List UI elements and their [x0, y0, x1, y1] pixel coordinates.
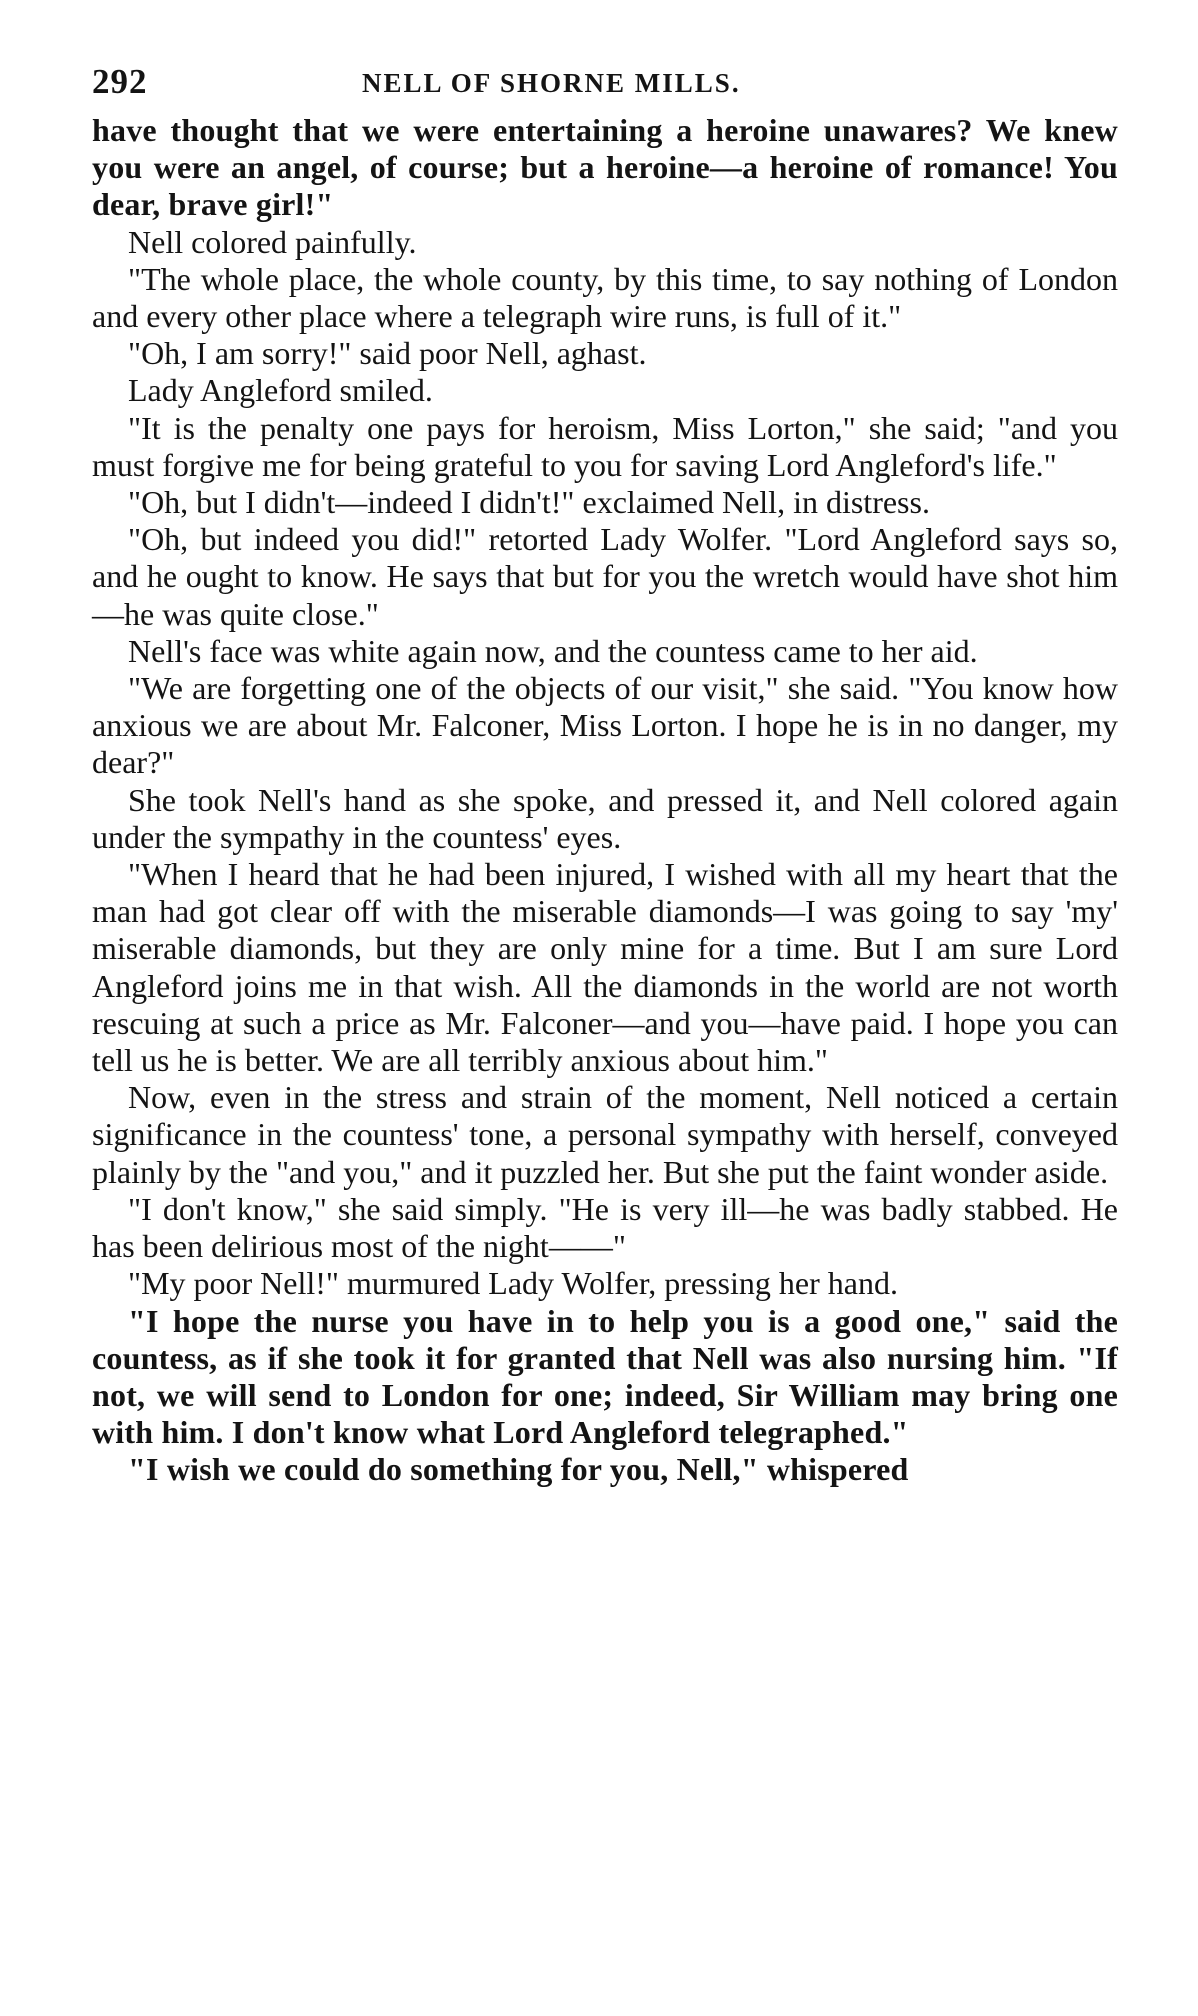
- page-header: [92, 62, 1118, 110]
- paragraph: She took Nell's hand as she spoke, and pressed it, and Nell colored again under the sympathy in the countess' eyes.: [92, 781, 1118, 855]
- paragraph: "I don't know," she said simply. "He is very ill—he was badly stabbed. He has been delirious most of the night——": [92, 1190, 1118, 1265]
- paragraph: "I hope the nurse you have in to help you is a good one," said the countess, as if she took it for granted that Nell was also nursing him. "If not, we will send to London for one; indeed, Sir William may bring one with him. I don't know what Lord Angleford telegraphed.": [92, 1302, 1118, 1451]
- paragraph: Nell's face was white again now, and the countess came to her aid.: [128, 632, 978, 669]
- page-number: 292: [92, 62, 148, 101]
- paragraph: have thought that we were entertaining a heroine unawares? We knew you were an angel, of course; but a heroine—a heroine of romance! You dear, brave girl!": [92, 112, 1118, 223]
- paragraph: "I wish we could do something for you, Nell," whispered: [128, 1451, 909, 1488]
- paragraph: "We are forgetting one of the objects of our visit," she said. "You know how anxious we are about Mr. Falconer, Miss Lorton. I hope he is in no danger, my dear?": [92, 670, 1118, 781]
- paragraph: Lady Angleford smiled.: [128, 372, 433, 409]
- paragraph: Nell colored painfully.: [128, 223, 417, 260]
- paragraph: "It is the penalty one pays for heroism, Miss Lorton," she said; "and you must forgive me for being grateful to you for saving Lord Angleford's life.": [92, 409, 1118, 483]
- running-title: NELL OF SHORNE MILLS.: [362, 68, 741, 98]
- paragraph: "Oh, but indeed you did!" retorted Lady Wolfer. "Lord Angleford says so, and he ought to know. He says that but for you the wretch would have shot him—he was quite close.": [92, 521, 1118, 632]
- paragraph: Now, even in the stress and strain of the moment, Nell noticed a certain significance in the countess' tone, a personal sympathy with herself, conveyed plainly by the "and you," and it puzzled her. But she put the faint wonder aside.: [92, 1079, 1118, 1190]
- paragraph: "Oh, but I didn't—indeed I didn't!" exclaimed Nell, in distress.: [128, 484, 930, 521]
- paragraph: "Oh, I am sorry!" said poor Nell, aghast.: [128, 335, 647, 372]
- paragraph: "The whole place, the whole county, by this time, to say nothing of London and every other place where a telegraph wire runs, is full of it.": [92, 260, 1118, 335]
- book-page: [92, 62, 1118, 1489]
- paragraph: "My poor Nell!" murmured Lady Wolfer, pressing her hand.: [128, 1265, 898, 1302]
- body-text: [92, 112, 1118, 1489]
- paragraph: "When I heard that he had been injured, I wished with all my heart that the man had got clear off with the miserable diamonds—I was going to say 'my' miserable diamonds, but they are only mine for a time. But I am sure Lord Angleford joins me in that wish. All the diamonds in the world are not worth rescuing at such a price as Mr. Falconer—and you—have paid. I hope you can tell us he is better. We are all terribly anxious about him.": [92, 856, 1118, 1079]
